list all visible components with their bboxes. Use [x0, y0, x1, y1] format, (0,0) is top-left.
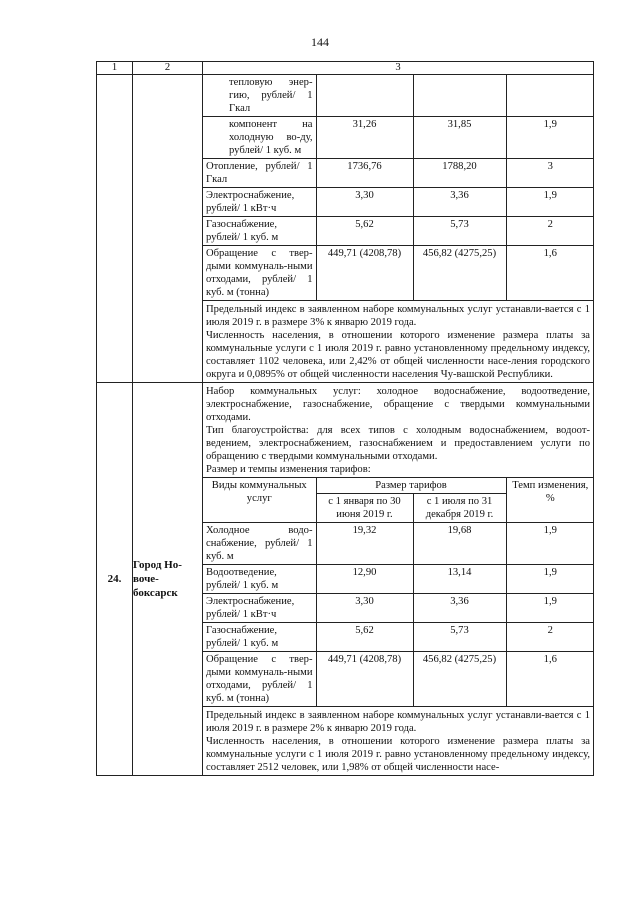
- header-row: [97, 62, 594, 75]
- limit-index-paragraph: Предельный индекс в заявленном наборе коммунальных услуг устанавли-вается с 1 июля 2019 г. в размере 2% к январю 2019 года.: [206, 710, 590, 734]
- tariff-h1: 5,62: [316, 217, 413, 246]
- tariff-h2: 1788,20: [413, 159, 506, 188]
- tariff-h2: 5,73: [413, 217, 506, 246]
- tariff-rate: [506, 75, 594, 117]
- header-col-1: 1: [97, 62, 133, 75]
- service-label: Газоснабжение, рублей/ 1 куб. м: [203, 623, 316, 652]
- tariff-h1: [316, 75, 413, 117]
- service-label: Обращение с твер-дыми коммуналь-ными отходами, рублей/ 1 куб. м (тонна): [203, 246, 316, 301]
- rate-header: Темп изменения, %: [506, 478, 594, 523]
- row-24-tariff-subtable: [203, 477, 594, 706]
- table-row: [203, 623, 594, 652]
- service-label: Электроснабжение, рублей/ 1 кВт·ч: [203, 188, 316, 217]
- header-col-3: 3: [203, 62, 594, 75]
- tariff-table: [96, 61, 594, 776]
- tariff-h1: 5,62: [316, 623, 413, 652]
- tariff-rate: 1,9: [506, 523, 594, 565]
- tariff-rate: 1,9: [506, 565, 594, 594]
- tariff-size-heading: Размер и темпы изменения тарифов:: [206, 464, 371, 475]
- tariff-rate: 3: [506, 159, 594, 188]
- tariff-h2: 456,82 (4275,25): [413, 246, 506, 301]
- tariff-rate: 2: [506, 217, 594, 246]
- tariff-rate: 1,9: [506, 188, 594, 217]
- subtable-header: [203, 478, 594, 494]
- table-row: [203, 159, 594, 188]
- tariff-h2: 13,14: [413, 565, 506, 594]
- service-label: Водоотведение, рублей/ 1 куб. м: [203, 565, 316, 594]
- tariff-h1: 19,32: [316, 523, 413, 565]
- table-row: [203, 565, 594, 594]
- row-23-content: [203, 75, 594, 383]
- service-label: компонент на холодную во-ду, рублей/ 1 куб. м: [203, 117, 316, 159]
- row-23-notes: [203, 300, 593, 382]
- row-23-continued: [97, 75, 594, 383]
- limit-index-paragraph: Предельный индекс в заявленном наборе коммунальных услуг устанавли-вается с 1 июля 2019 г. в размере 3% к январю 2019 года.: [206, 304, 590, 328]
- row-24-notes: [203, 706, 593, 775]
- kinds-header: Виды коммунальных услуг: [203, 478, 316, 523]
- table-row: [203, 75, 594, 117]
- tariff-rate: 2: [506, 623, 594, 652]
- tariff-h2: 456,82 (4275,25): [413, 652, 506, 707]
- table-row: [203, 246, 594, 301]
- period-2-header: с 1 июля по 31 декабря 2019 г.: [413, 494, 506, 523]
- row-24-content: [203, 383, 594, 776]
- tariff-h2: 19,68: [413, 523, 506, 565]
- row-24-city: Город Но-воче-боксарск: [133, 383, 203, 776]
- table-row: [203, 117, 594, 159]
- tariff-h1: 449,71 (4208,78): [316, 652, 413, 707]
- header-col-2: 2: [133, 62, 203, 75]
- service-label: Отопление, рублей/ 1 Гкал: [203, 159, 316, 188]
- tariff-h1: 31,26: [316, 117, 413, 159]
- tariff-h2: 3,36: [413, 188, 506, 217]
- tariff-h1: 3,30: [316, 188, 413, 217]
- size-header: Размер тарифов: [316, 478, 506, 494]
- row-24-number: 24.: [97, 383, 133, 776]
- tariff-rate: 1,9: [506, 117, 594, 159]
- tariff-rate: 1,9: [506, 594, 594, 623]
- tariff-rate: 1,6: [506, 246, 594, 301]
- service-label: Электроснабжение, рублей/ 1 кВт·ч: [203, 594, 316, 623]
- service-label: Обращение с твер-дыми коммуналь-ными отходами, рублей/ 1 куб. м (тонна): [203, 652, 316, 707]
- tariff-h1: 12,90: [316, 565, 413, 594]
- tariff-h2: 5,73: [413, 623, 506, 652]
- tariff-h2: [413, 75, 506, 117]
- table-row: [203, 523, 594, 565]
- row-24-intro: [203, 383, 593, 477]
- table-row: [203, 217, 594, 246]
- row-23-number-cell: [97, 75, 133, 383]
- row-24: [97, 383, 594, 776]
- tariff-h1: 3,30: [316, 594, 413, 623]
- table-row: [203, 188, 594, 217]
- population-paragraph: Численность населения, в отношении которого изменение размера платы за коммунальные услуги с 1 июля 2019 г. равно установленному предельному индексу, составляет 1102 человека, или 2,42% от общей численности насе-ления городского округа и 0,0895% от общей численности населения Чу-вашской Республики.: [206, 330, 590, 380]
- tariff-h1: 1736,76: [316, 159, 413, 188]
- page-number: 144: [311, 35, 329, 49]
- table-row: [203, 594, 594, 623]
- population-paragraph: Численность населения, в отношении которого изменение размера платы за коммунальные услуги с 1 июля 2019 г. равно установленному предельному индексу, составляет 2512 человек, или 1,98% от общей численности насе-: [206, 736, 590, 773]
- service-label: Газоснабжение, рублей/ 1 куб. м: [203, 217, 316, 246]
- row-23-city-cell: [133, 75, 203, 383]
- tariff-rate: 1,6: [506, 652, 594, 707]
- service-label: Холодное водо-снабжение, рублей/ 1 куб. м: [203, 523, 316, 565]
- period-1-header: с 1 января по 30 июня 2019 г.: [316, 494, 413, 523]
- row-23-tariff-subtable: [203, 75, 594, 300]
- tariff-h2: 3,36: [413, 594, 506, 623]
- services-set-paragraph: Набор коммунальных услуг: холодное водоснабжение, водоотведение, электроснабжение, газоснабжение, обращение с твердыми коммунальными отходами.: [206, 386, 590, 423]
- table-row: [203, 652, 594, 707]
- tariff-h1: 449,71 (4208,78): [316, 246, 413, 301]
- tariff-h2: 31,85: [413, 117, 506, 159]
- service-label: тепловую энер-гию, рублей/ 1 Гкал: [203, 75, 316, 117]
- improvement-type-paragraph: Тип благоустройства: для всех типов с холодным водоснабжением, водоот-ведением, электроснабжением, газоснабжением и предоставлением услуги по обращению с твердыми коммунальными отходами.: [206, 425, 590, 462]
